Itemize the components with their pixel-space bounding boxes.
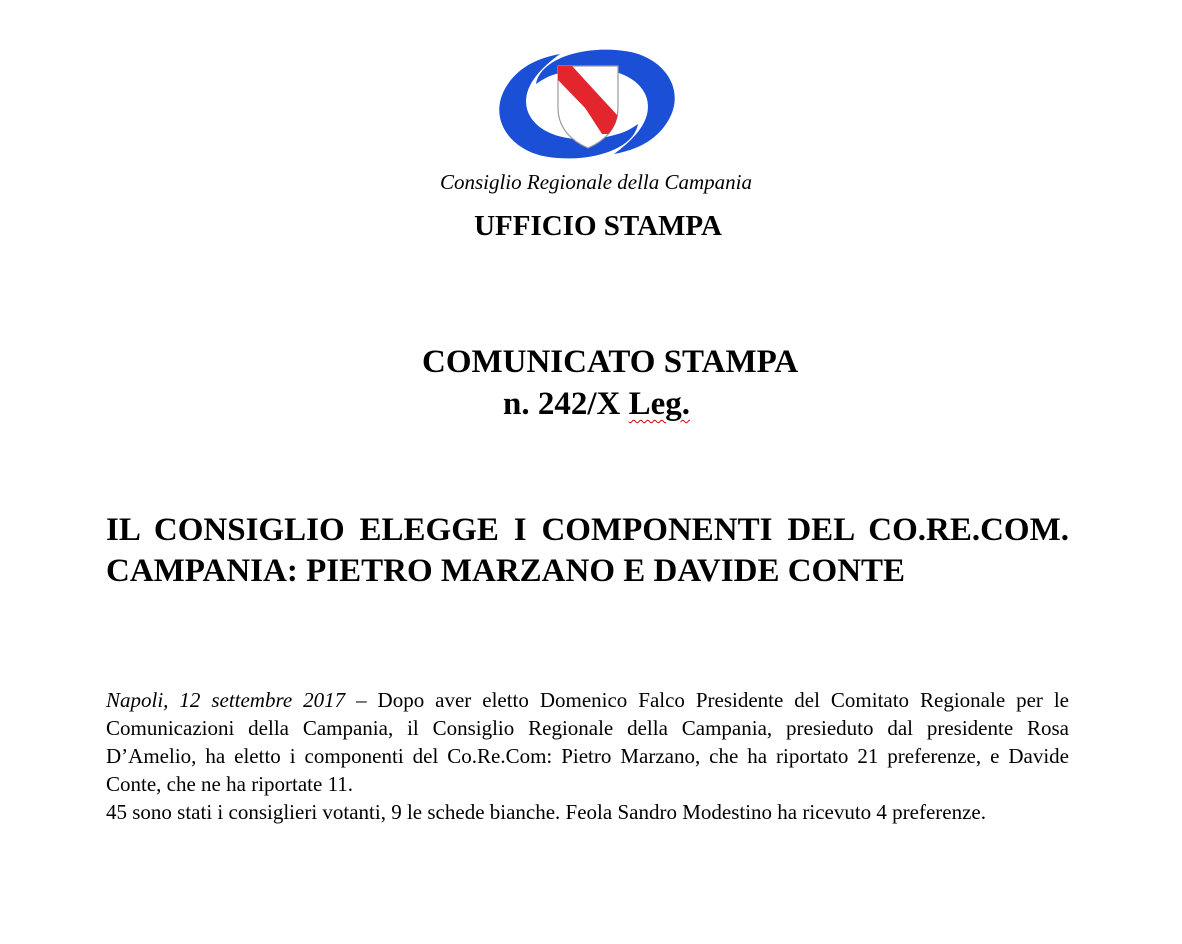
dateline: Napoli, 12 settembre 2017: [106, 688, 346, 712]
headline: IL CONSIGLIO ELEGGE I COMPONENTI DEL CO.RE.COM. CAMPANIA: PIETRO MARZANO E DAVIDE CONTE: [106, 512, 1069, 589]
article-paragraph-1: [106, 686, 1069, 798]
press-release-number-prefix: n. 242/X: [503, 386, 629, 422]
dateline-dash: –: [345, 688, 378, 712]
press-release-legislature: Leg.: [628, 386, 691, 422]
article-paragraph-2: 45 sono stati i consiglieri votanti, 9 le schede bianche. Feola Sandro Modestino ha ricevuto 4 preferenze.: [106, 800, 987, 824]
press-release-number: [503, 386, 690, 423]
press-release-title: COMUNICATO STAMPA: [422, 344, 799, 380]
paragraph-1-text: Dopo aver eletto Domenico Falco Presidente del Comitato Regionale per le Comunicazioni della Campania, il Consiglio Regionale della Campania, presieduto dal presidente Rosa D’Amelio, ha eletto i componenti del Co.Re.Com: Pietro Marzano, che ha riportato 21 preferenze, e Davide Conte, che ne ha riportate 11.: [106, 688, 1070, 796]
organization-name: Consiglio Regionale della Campania: [439, 170, 753, 194]
article-body: [106, 686, 1069, 826]
office-title: UFFICIO STAMPA: [474, 210, 722, 242]
campania-logo: [496, 46, 678, 162]
